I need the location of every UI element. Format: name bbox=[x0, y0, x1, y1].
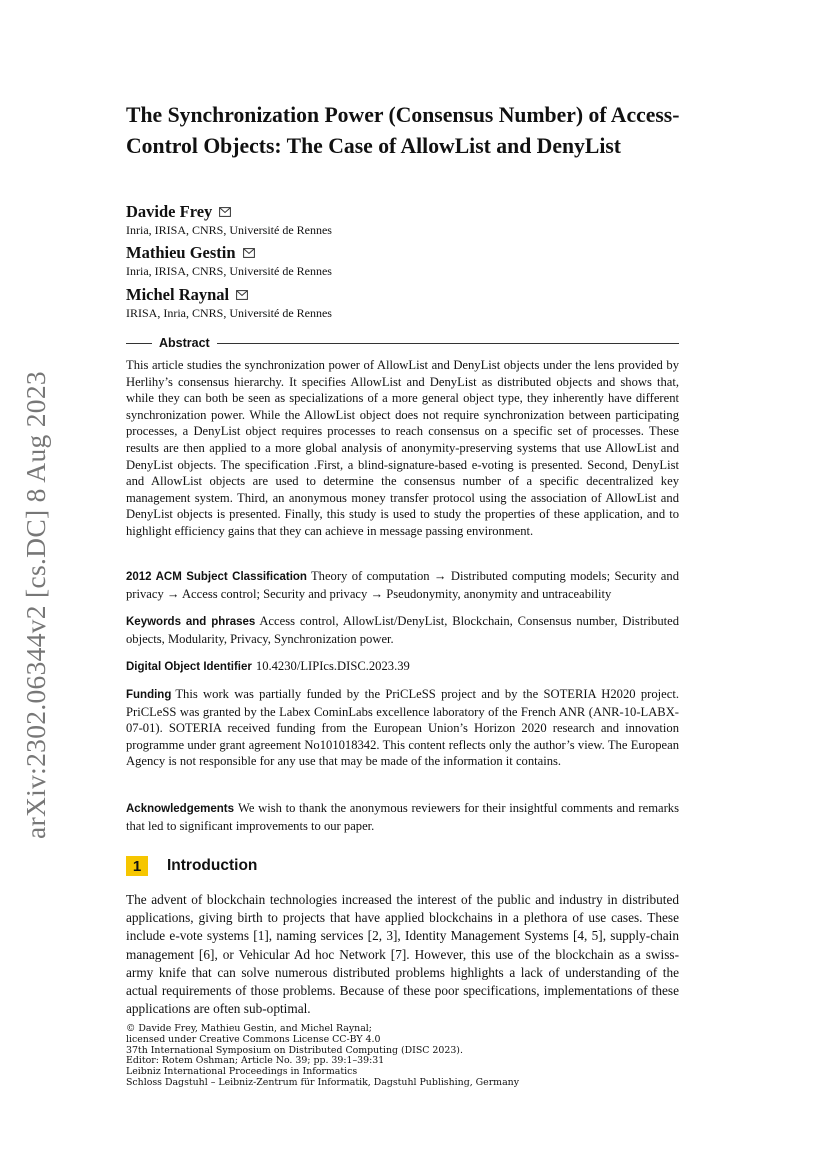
author-block bbox=[126, 243, 332, 279]
footer-line: 37th International Symposium on Distributed Computing (DISC 2023). bbox=[126, 1044, 463, 1056]
abstract-label: Abstract bbox=[159, 336, 210, 350]
footer-line: Editor: Rotem Oshman; Article No. 39; pp. 39:1–39:31 bbox=[126, 1055, 385, 1067]
mail-icon[interactable] bbox=[236, 285, 248, 305]
acm-label: 2012 ACM Subject Classification bbox=[126, 571, 307, 583]
footer-line: licensed under Creative Commons License CC-BY 4.0 bbox=[126, 1033, 381, 1045]
divider bbox=[217, 343, 679, 344]
acm-text: Theory of computation → Distributed computing models; Security and privacy → Access control; Security and privacy → Pseudonymity, anonymity and untraceability bbox=[126, 569, 679, 601]
funding-label: Funding bbox=[126, 689, 172, 701]
doi-label: Digital Object Identifier bbox=[126, 661, 252, 673]
funding-text: This work was partially funded by the PriCLeSS project and by the SOTERIA H2020 project. PriCLeSS was granted by the Labex CominLabs excellence laboratory of the French ANR (ANR-10-LABX-07-01). SOTERIA received funding from the European Union’s Horizon 2020 research and innovation programme under grant agreement No101018342. This content reflects only the author’s view. The European Agency is not responsible for any use that may be made of the information it contains. bbox=[126, 687, 679, 769]
keywords bbox=[126, 613, 679, 647]
author-block bbox=[126, 285, 332, 321]
author-block bbox=[126, 202, 332, 238]
acknowledgements bbox=[126, 800, 679, 834]
author-name-row bbox=[126, 285, 332, 305]
section-title: Introduction bbox=[167, 857, 258, 874]
divider bbox=[126, 343, 152, 344]
abstract-heading bbox=[126, 336, 679, 350]
acm-classification bbox=[126, 568, 679, 602]
footer-line: Leibniz International Proceedings in Informatics bbox=[126, 1066, 358, 1078]
keywords-text: Access control, AllowList/DenyList, Blockchain, Consensus number, Distributed objects, Modularity, Privacy, Synchronization power. bbox=[126, 614, 679, 646]
funding bbox=[126, 686, 679, 770]
author-affiliation: Inria, IRISA, CNRS, Université de Rennes bbox=[126, 264, 332, 278]
mail-icon[interactable] bbox=[219, 202, 231, 222]
acknowledgements-label: Acknowledgements bbox=[126, 803, 234, 815]
author-name: Mathieu Gestin bbox=[126, 243, 236, 262]
abstract-text: This article studies the synchronization power of AllowList and DenyList objects under the lens provided by Herlihy’s consensus hierarchy. It specifies AllowList and DenyList as distributed objects and shows that, while they can both be seen as specializations of a more general object type, they inherently have different synchronization power. While the AllowList object does not require synchronization between participating processes, a DenyList object requires processes to reach consensus on a specific set of processes. These results are then applied to a more global analysis of anonymity-preserving systems that use AllowList and DenyList objects. The specification .First, a blind-signature-based e-voting is presented. Second, DenyList and AllowList objects are used to determine the consensus number of a specific decentralized key management system. Third, an anonymous money transfer protocol using the association of AllowList and DenyList objects is presented. Finally, this study is used to study the properties of these application, and to highlight efficiency gains that they can achieve in message passing environment. bbox=[126, 358, 679, 538]
author-affiliation: Inria, IRISA, CNRS, Université de Rennes bbox=[126, 223, 332, 237]
author-name-row bbox=[126, 202, 332, 222]
author-name: Michel Raynal bbox=[126, 285, 230, 304]
footer-line: Schloss Dagstuhl – Leibniz-Zentrum für Informatik, Dagstuhl Publishing, Germany bbox=[126, 1076, 519, 1088]
doi-link[interactable]: 10.4230/LIPIcs.DISC.2023.39 bbox=[255, 659, 410, 673]
introduction-text: The advent of blockchain technologies increased the interest of the public and industry in distributed applications, giving birth to projects that have applied blockchains in a plethora of use cases. These include e-vote systems [1], naming services [2, 3], Identity Management Systems [4, 5], supply-chain management [6], or Vehicular Ad hoc Network [7]. However, this use of the blockchain as a swiss-army knife that can solve numerous distributed problems highlights a lack of understanding of the actual requirements of those problems. Because of these poor specifications, implementations of these applications are often sub-optimal. bbox=[126, 892, 679, 1017]
section-number: 1 bbox=[126, 856, 148, 876]
arxiv-id: arXiv:2302.06344v2 [cs.DC] 8 Aug 2023 bbox=[20, 371, 51, 839]
footer-line: © Davide Frey, Mathieu Gestin, and Michel Raynal; bbox=[126, 1023, 372, 1034]
section-heading bbox=[126, 856, 257, 876]
acknowledgements-text: We wish to thank the anonymous reviewers for their insightful comments and remarks that led to significant improvements to our paper. bbox=[126, 801, 679, 833]
doi bbox=[126, 658, 679, 676]
arxiv-stamp bbox=[16, 366, 56, 844]
author-name: Davide Frey bbox=[126, 202, 213, 221]
footer bbox=[126, 1024, 519, 1089]
paper-title: The Synchronization Power (Consensus Number) of Access-Control Objects: The Case of AllowList and DenyList bbox=[126, 103, 680, 158]
author-name-row bbox=[126, 243, 332, 263]
mail-icon[interactable] bbox=[243, 243, 255, 263]
author-affiliation: IRISA, Inria, CNRS, Université de Rennes bbox=[126, 306, 332, 320]
keywords-label: Keywords and phrases bbox=[126, 616, 256, 628]
